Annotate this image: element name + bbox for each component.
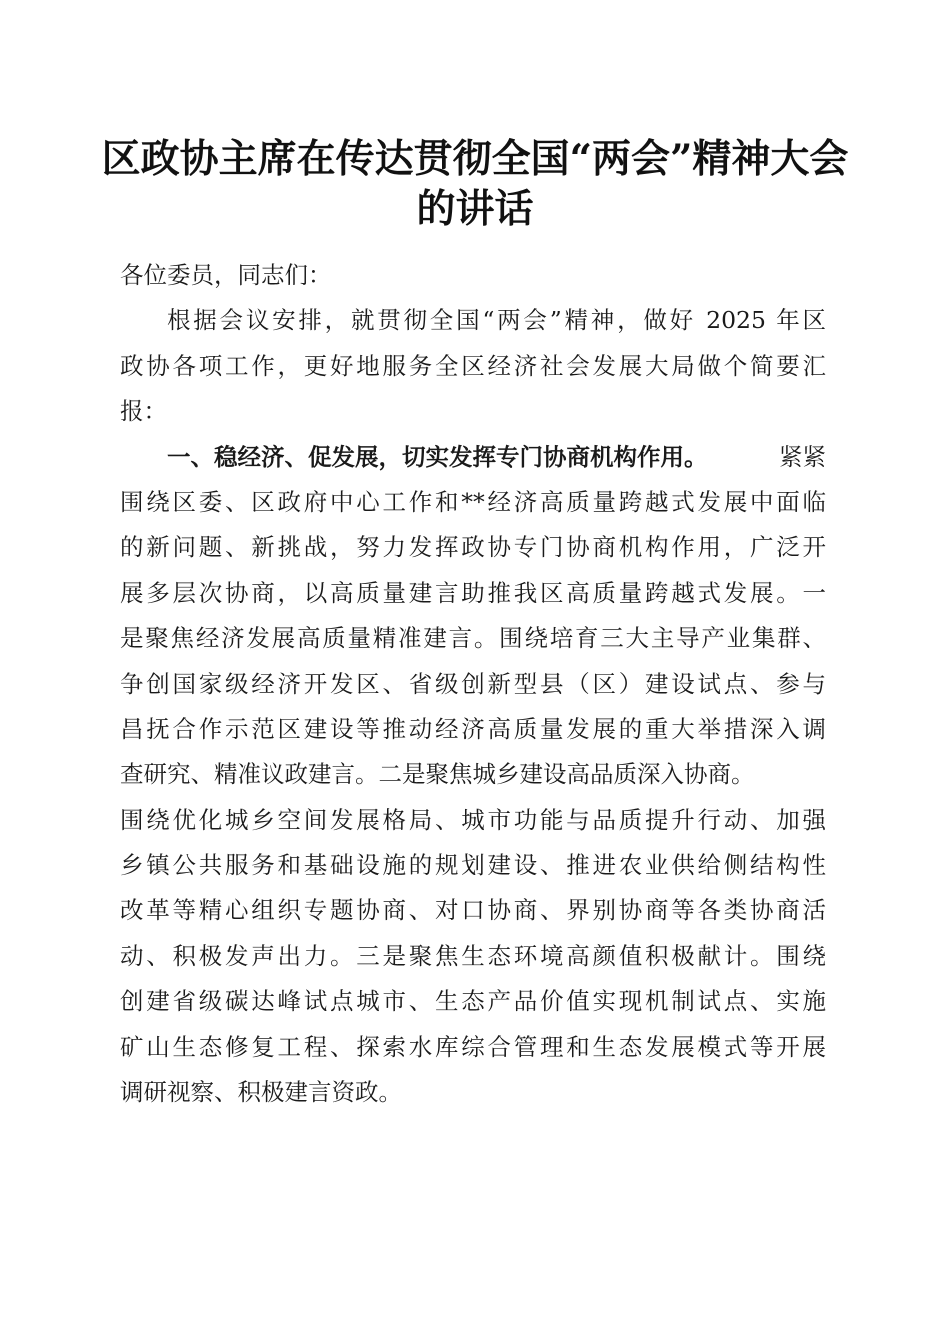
section-1-line: 围绕优化城乡空间发展格局、城市功能与品质提升行动、加强	[120, 805, 826, 834]
section-1-line: 改革等精心组织专题协商、对口协商、界别协商等各类协商活	[120, 896, 826, 925]
section-1-line: 昌抚合作示范区建设等推动经济高质量发展的重大举措深入调	[120, 714, 826, 743]
document-title-line-2: 的讲话	[416, 186, 534, 232]
section-1-line: 调研视察、积极建言资政。	[120, 1078, 402, 1107]
intro-line-2: 政协各项工作，更好地服务全区经济社会发展大局做个简要汇	[120, 351, 826, 380]
section-1-line: 矿山生态修复工程、探索水库综合管理和生态发展模式等开展	[120, 1032, 826, 1061]
section-1-heading: 一、稳经济、促发展，切实发挥专门协商机构作用。	[167, 442, 708, 471]
section-1-heading-tail: 紧紧	[779, 442, 826, 471]
section-1-heading-line	[120, 435, 826, 480]
section-1-line: 查研究、精准议政建言。二是聚焦城乡建设高品质深入协商。	[120, 760, 755, 789]
section-1-line: 乡镇公共服务和基础设施的规划建设、推进农业供给侧结构性	[120, 851, 826, 880]
section-1-line: 围绕区委、区政府中心工作和**经济高质量跨越式发展中面临	[120, 487, 826, 516]
intro-line-3: 报：	[120, 397, 167, 426]
section-1-line: 是聚焦经济发展高质量精准建言。围绕培育三大主导产业集群、	[120, 624, 826, 653]
section-1-line: 的新问题、新挑战，努力发挥政协专门协商机构作用，广泛开	[120, 533, 826, 562]
salutation: 各位委员，同志们：	[120, 261, 332, 289]
section-1-line: 争创国家级经济开发区、省级创新型县（区）建设试点、参与	[120, 669, 826, 698]
document-body	[120, 253, 826, 1115]
intro-line-1: 根据会议安排，就贯彻全国“两会”精神，做好 2025 年区	[167, 306, 826, 335]
section-1-line: 展多层次协商，以高质量建言助推我区高质量跨越式发展。一	[120, 578, 826, 607]
document-title-line-1: 区政协主席在传达贯彻全国“两会”精神大会	[101, 136, 849, 182]
section-1-line: 创建省级碳达峰试点城市、生态产品价值实现机制试点、实施	[120, 987, 826, 1016]
section-1-line: 动、积极发声出力。三是聚焦生态环境高颜值积极献计。围绕	[120, 941, 826, 970]
